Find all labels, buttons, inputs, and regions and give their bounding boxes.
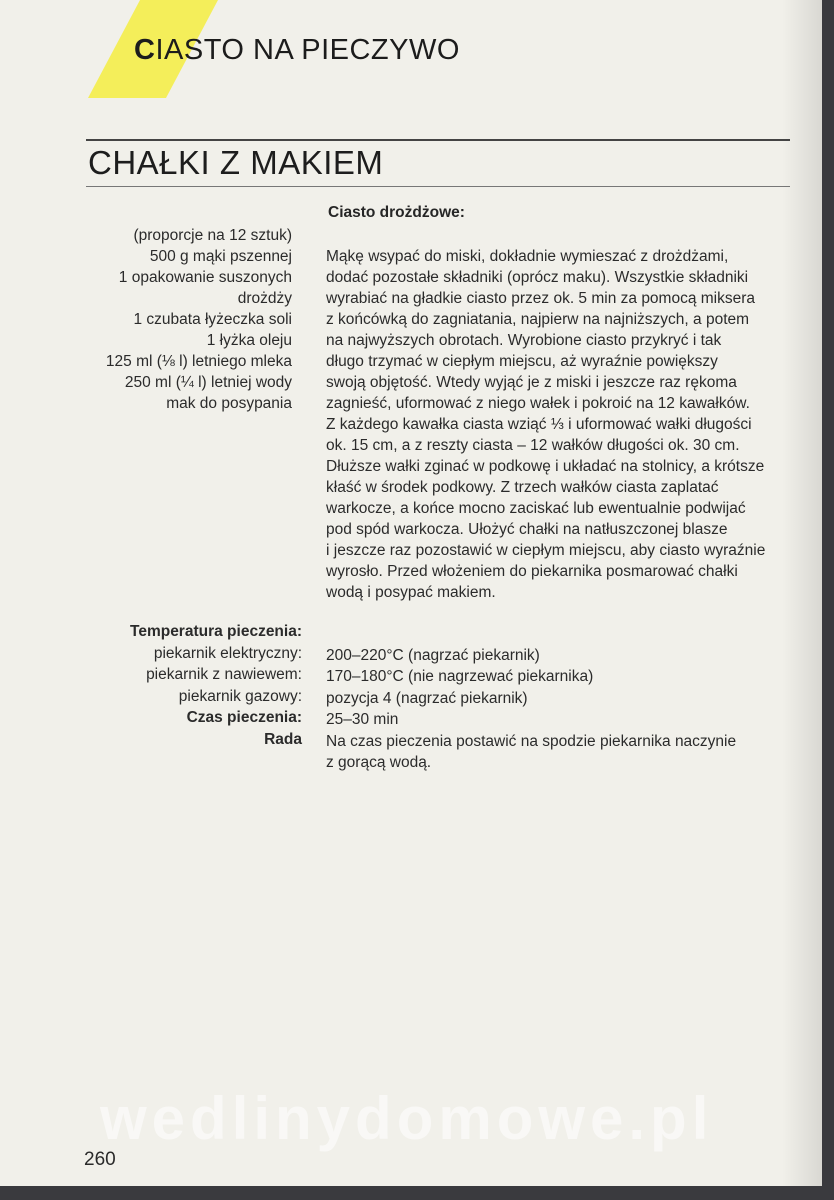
recipe-title: CHAŁKI Z MAKIEM <box>88 144 384 181</box>
section-title <box>134 34 460 67</box>
dough-heading: Ciasto drożdżowe: <box>328 204 465 221</box>
title-rule-bottom <box>86 186 790 187</box>
baking-time-value: 25–30 min <box>326 711 399 728</box>
page-number: 260 <box>84 1149 116 1170</box>
ingredient-item: 125 ml (⅛ l) letniego mleka <box>105 353 292 370</box>
oven-temperature-value: pozycja 4 (nagrzać piekarnik) <box>326 689 528 707</box>
temperature-row <box>80 645 800 667</box>
baking-time-row <box>80 709 800 731</box>
temperature-label: Temperatura pieczenia: <box>130 623 302 640</box>
baking-details <box>80 623 800 773</box>
tip-label: Rada <box>264 730 302 748</box>
ingredient-item: 1 opakowanie suszonych drożdży <box>118 269 292 307</box>
ingredient-item: 500 g mąki pszennej <box>149 248 292 265</box>
ingredient-item: 1 czubata łyżeczka soli <box>133 311 292 328</box>
ingredient-portion: (proporcje na 12 sztuk) <box>133 227 292 244</box>
oven-type-label: piekarnik gazowy: <box>178 687 302 705</box>
temperature-heading-row <box>80 623 800 645</box>
temperature-row <box>80 666 800 688</box>
title-rule-top <box>86 139 790 141</box>
oven-temperature-value: 170–180°C (nie nagrzewać piekarnika) <box>326 668 594 685</box>
baking-time-label: Czas pieczenia: <box>186 709 302 726</box>
ingredient-item: 250 ml (¼ l) letniej wody <box>124 374 292 391</box>
ingredient-item: mak do posypania <box>166 395 292 412</box>
section-title-rest: IASTO NA PIECZYWO <box>155 34 460 66</box>
dough-instructions: Mąkę wsypać do miski, dokładnie wymieszać z drożdżami, dodać pozostałe składniki (oprócz maku). Wszystkie składniki wyrabiać na gładkie ciasto przez ok. 5 min za pomocą miksera z końcówką do zagniatania, najpierw na najniższych, a potem na najwyższych obrotach. Wyrobione ciasto przykryć i tak długo trzymać w ciepłym miejscu, aż wyraźnie powiększy swoją objętość. Wtedy wyjąć je z miski i jeszcze raz rękoma zagnieść, uformować z niego wałek i pokroić na 12 kawałków. Z każdego kawałka ciasta wziąć ⅓ i uformować wałki długości ok. 15 cm, a z reszty ciasta – 12 wałków długości ok. 30 cm. Dłuższe wałki zginać w podkowę i układać na stolnicy, a krótsze kłaść w środek podkowy. Z trzech wałków ciasta zaplatać warkocze, a końce mocno zaciskać lub ewentualnie podwijać pod spód warkocza. Ułożyć chałki na natłuszczonej blasze i jeszcze raz pozostawić w ciepłym miejscu, aby ciasto wyraźnie wyrosło. Przed włożeniem do piekarnika posmarować chałki wodą i posypać makiem. <box>326 248 766 601</box>
oven-type-label: piekarnik elektryczny: <box>153 644 302 662</box>
oven-temperature-value: 200–220°C (nagrzać piekarnik) <box>326 646 540 664</box>
ingredient-item: 1 łyżka oleju <box>206 332 292 349</box>
ingredients-list <box>62 225 292 414</box>
oven-type-label: piekarnik z nawiewem: <box>146 666 302 683</box>
tip-value: Na czas pieczenia postawić na spodzie piekarnika naczynie z gorącą wodą. <box>326 732 737 771</box>
tip-row <box>80 731 800 773</box>
watermark: wedlinydomowe.pl <box>100 1085 714 1152</box>
section-title-initial: C <box>134 34 156 66</box>
temperature-row <box>80 688 800 710</box>
